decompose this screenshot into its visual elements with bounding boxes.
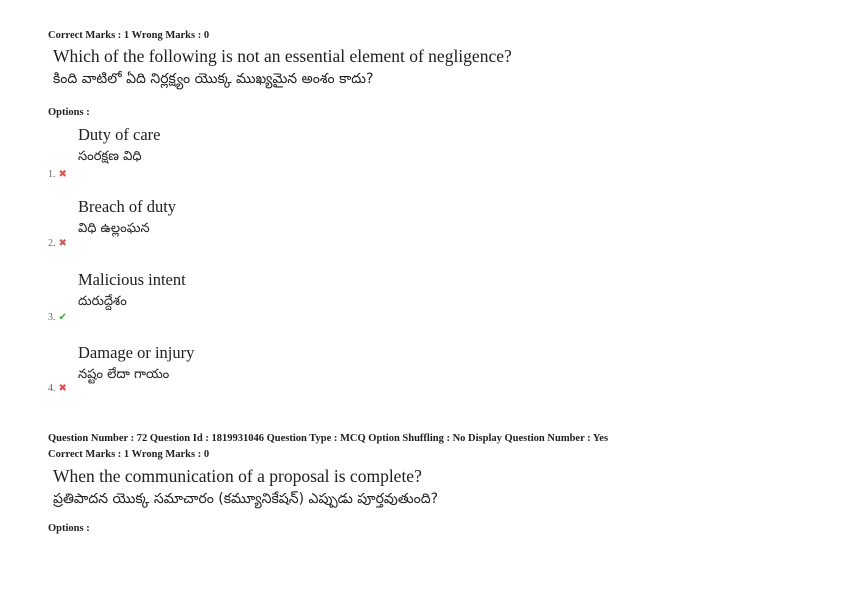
option-1-english: Duty of care <box>78 125 161 144</box>
option-1-number: 1. <box>48 169 56 180</box>
option-1-telugu: సంరక్షణ విధి <box>78 149 142 164</box>
q2-info-line: Question Number : 72 Question Id : 1819931046 Question Type : MCQ Option Shuffling : No Display Question Number : Yes <box>48 433 609 444</box>
q2-options-label: Options : <box>48 523 90 534</box>
option-2-telugu: విధి ఉల్లంఘన <box>78 221 150 236</box>
q1-options-label: Options : <box>48 107 90 118</box>
q2-question-telugu: ప్రతిపాదన యొక్క సమాచారం (కమ్యూనికేషన్) ఎప్పుడు పూర్తవుతుంది? <box>53 491 439 507</box>
q1-question-english: Which of the following is not an essential element of negligence? <box>53 46 512 66</box>
option-4-number-row <box>48 383 67 394</box>
option-3-number-row <box>48 312 67 323</box>
cross-icon: ✖ <box>58 383 67 394</box>
option-3-number: 3. <box>48 312 56 323</box>
checkmark-icon: ✔ <box>58 312 67 323</box>
option-2-number-row <box>48 238 67 249</box>
q2-question-english: When the communication of a proposal is complete? <box>53 466 422 486</box>
option-4-telugu: నష్టం లేదా గాయం <box>78 367 170 382</box>
option-2-english: Breach of duty <box>78 197 177 216</box>
option-3-telugu: దురుద్దేశం <box>78 294 127 309</box>
option-1-number-row <box>48 169 67 180</box>
q1-question-telugu: కింది వాటిలో ఏది నిర్లక్ష్యం యొక్క ముఖ్యమైన అంశం కాదు? <box>53 71 374 87</box>
option-4-number: 4. <box>48 383 56 394</box>
option-4-english: Damage or injury <box>78 343 195 362</box>
option-3-english: Malicious intent <box>78 270 186 289</box>
cross-icon: ✖ <box>58 238 67 249</box>
q1-marks-line: Correct Marks : 1 Wrong Marks : 0 <box>48 30 210 41</box>
cross-icon: ✖ <box>58 169 67 180</box>
q2-marks-line: Correct Marks : 1 Wrong Marks : 0 <box>48 449 210 460</box>
option-2-number: 2. <box>48 238 56 249</box>
